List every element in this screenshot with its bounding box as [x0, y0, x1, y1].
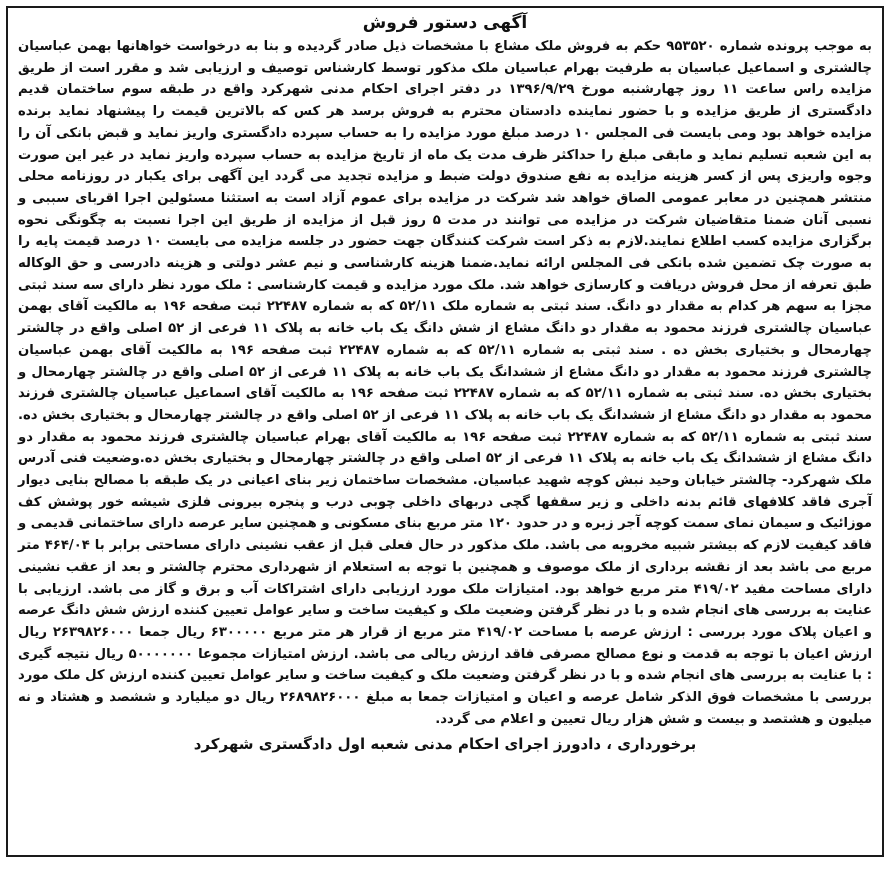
notice-content — [8, 8, 882, 855]
notice-body: به موجب پرونده شماره ۹۵۳۵۲۰ حکم به فروش ملک مشاع با مشخصات ذیل صادر گردیده و بنا به درخواست خواهانها بهمن عباسیان چالشتری و اسماعیل عباسیان به طرفیت بهرام عباسیان ملک مذکور توسط کارشناس توصیف و ارزیابی شد و مقرر است از طریق مزایده راس ساعت ۱۱ روز چهارشنبه مورخ ۱۳۹۶/۹/۲۹ در دفتر اجرای احکام مدنی شهرکرد واقع در طبقه سوم ساختمان قدیم دادگستری از طریق مزایده و با حضور نماینده دادستان محترم به فروش برسد هر کس که بالاترین قیمت را پیشنهاد نماید برنده مزایده خواهد بود ومی بایست فی المجلس ۱۰ درصد مبلغ مورد مزایده را به حساب سپرده دادگستری واریز نماید و قبض بانکی آن را به این شعبه تسلیم نماید و مابقی مبلغ را حداکثر ظرف مدت یک ماه از تاریخ مزایده به حساب سپرده واریز نماید در غیر این صورت وجوه واریزی پس از کسر هزینه مزایده به نفع صندوق دولت ضبط و مزایده تجدید می گردد این آگهی برای یکبار در روزنامه محلی منتشر همچنین در معابر عمومی الصاق خواهد شد شرکت در مزایده برای عموم آزاد است به استثنا مسئولین اجرا اقربای سببی و نسبی آنان ضمنا متقاضیان شرکت در مزایده می توانند در مدت ۵ روز قبل از مزایده از طریق این اجرا نسبت به چگونگی نحوه برگزاری مزایده کسب اطلاع نمایند.لازم به ذکر است شرکت کنندگان جهت حضور در جلسه مزایده می بایست ۱۰ درصد قیمت پایه را به صورت چک تضمین شده بانکی فی المجلس ارائه نماید.ضمنا هزینه کارشناسی و نیم عشر دولتی و هزینه دادرسی و حق الوکاله طبق تعرفه از محل فروش دریافت و کارسازی خواهد شد. ملک مورد مزایده و قیمت کارشناسی : ملک مورد نظر دارای سه سند ثبتی مجزا به سهم هر کدام به مقدار دو دانگ. سند ثبتی به شماره ملک ۵۲/۱۱ که به شماره ۲۲۴۸۷ ثبت صفحه ۱۹۶ به مالکیت آقای بهمن عباسیان چالشتری فرزند محمود به مقدار دو دانگ مشاع از شش دانگ یک باب خانه به پلاک ۱۱ فرعی از ۵۲ اصلی واقع در چالشتر چهارمحال و بختیاری بخش ده . سند ثبتی به شماره ۵۲/۱۱ که به شماره ۲۲۴۸۷ ثبت صفحه ۱۹۶ به مالکیت آقای بهمن عباسیان چالشتری فرزند محمود به مقدار دو دانگ مشاع از ششدانگ یک باب خانه به پلاک ۱۱ فرعی از ۵۲ اصلی واقع در چالشتر چهارمحال و بختیاری بخش ده. سند ثبتی به شماره ۵۲/۱۱ که به شماره ۲۲۴۸۷ ثبت صفحه ۱۹۶ به مالکیت آقای اسماعیل عباسیان چالشتری فرزند محمود به مقدار دو دانگ مشاع از ششدانگ یک باب خانه به پلاک ۱۱ فرعی از ۵۲ اصلی واقع در چالشتر چهارمحال و بختیاری بخش ده. سند ثبتی به شماره ۵۲/۱۱ که به شماره ۲۲۴۸۷ ثبت صفحه ۱۹۶ به مالکیت آقای بهرام عباسیان چالشتری فرزند محمود به مقدار دو دانگ مشاع از ششدانگ یک باب خانه به پلاک ۱۱ فرعی از ۵۲ اصلی واقع در چالشتر چهارمحال و بختیاری بخش ده.وضعیت فنی آدرس ملک شهرکرد- چالشتر خیابان وحید نبش کوچه شهید عباسیان. مشخصات ساختمان زیر بنای اعیانی در یک طبقه با مصالح بنایی دیوار آجری فاقد کلافهای قائم بدنه داخلی و زیر سقفها گچی دربهای داخلی چوبی درب و پنجره بیرونی فلزی شیشه خور پوشش کف موزائیک و سیمان نمای سمت کوچه آجر زبره و در حدود ۱۲۰ متر مربع بنای مسکونی و همچنین سایر عرصه دارای ساختمانی قدیمی و فاقد کیفیت لازم که بیشتر شبیه مخروبه می باشد. ملک مذکور در حال فعلی قبل از عقب نشینی دارای مساحتی برابر با ۴۶۴/۰۴ متر مربع می باشد بعد از نقشه برداری از ملک موصوف و همچنین با توجه به استعلام از شهرداری محترم چالشتر و بعد از عقب نشینی دارای مساحت مفید ۴۱۹/۰۲ متر مربع خواهد بود. امتیازات ملک مورد ارزیابی دارای اشتراکات آب و برق و گاز می باشد. ارزیابی با عنایت به بررسی های انجام شده و با در نظر گرفتن وضعیت ملک و کیفیت ساخت و سایر عوامل تعیین کننده ارزش شش دانگ عرصه و اعیان پلاک مورد بررسی : ارزش عرصه با مساحت ۴۱۹/۰۲ متر مربع از قرار هر متر مربع ۶۳۰۰۰۰۰ ریال جمعا ۲۶۳۹۸۲۶۰۰۰ ریال ارزش اعیان با توجه به قدمت و نوع مصالح مصرفی فاقد ارزش ریالی می باشد. ارزش امتیازات مجموعا ۵۰۰۰۰۰۰۰ ریال نتیجه گیری : با عنایت به بررسی های انجام شده و با در نظر گرفتن وضعیت ملک و کیفیت ساخت و سایر عوامل تعیین کننده ارزش کل ملک مورد بررسی با مشخصات فوق الذکر شامل عرصه و اعیان و امتیازات جمعا به مبلغ ۲۶۸۹۸۲۶۰۰۰ ریال دو میلیارد و ششصد و هشتاد و نه میلیون و هشتصد و بیست و شش هزار ریال تعیین و اعلام می گردد. — [18, 39, 873, 727]
notice-signature: برخورداری ، دادورز اجرای احکام مدنی شعبه اول دادگستری شهرکرد — [193, 734, 697, 753]
notice-frame — [6, 6, 884, 857]
notice-title: آگهی دستور فروش — [362, 13, 528, 33]
